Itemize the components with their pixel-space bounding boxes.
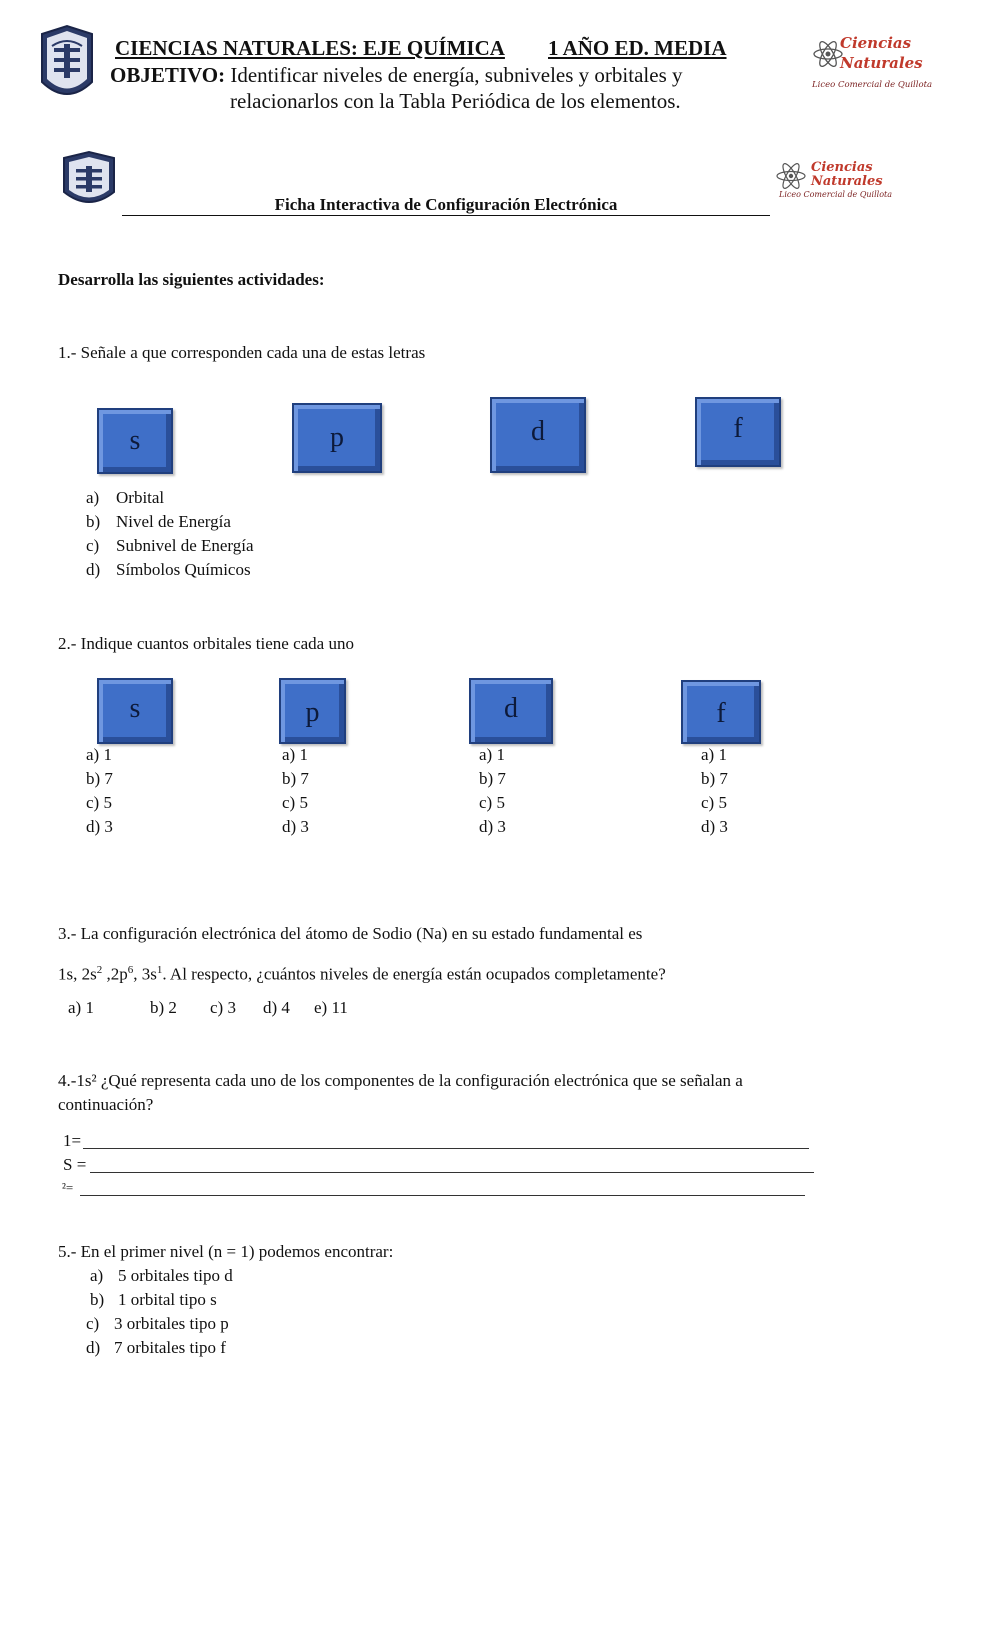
logo-line-3: Liceo Comercial de Quillota: [812, 80, 933, 90]
q3-option-c[interactable]: c) 3: [210, 998, 236, 1017]
q5-option-b[interactable]: [90, 1288, 217, 1312]
q2-f-option-d[interactable]: d) 3: [701, 817, 728, 836]
q3-option-d[interactable]: d) 4: [263, 998, 290, 1017]
q1-option-d[interactable]: [86, 558, 251, 582]
q1-option-letter: a): [86, 488, 100, 507]
q3-question-line-1: 3.- La configuración electrónica del átomo de Sodio (Na) en su estado fundamental es: [58, 924, 643, 943]
q5-option-c[interactable]: [86, 1312, 229, 1336]
q5-option-text: 7 orbitales tipo f: [114, 1338, 226, 1357]
q1-option-letter: b): [86, 512, 101, 531]
q3-option-e[interactable]: e) 11: [314, 998, 348, 1017]
q2-p-option-c[interactable]: c) 5: [282, 793, 308, 812]
q4-blank-label-2: ²=: [62, 1180, 74, 1195]
q2-d-option-d[interactable]: d) 3: [479, 817, 506, 836]
q2-d-option-b[interactable]: b) 7: [479, 769, 506, 788]
q4-question-line-1: 4.-1s² ¿Qué representa cada uno de los componentes de la configuración electrónica que se señalan a: [58, 1071, 743, 1090]
q1-box-d[interactable]: d: [490, 397, 586, 473]
q2-box-s[interactable]: s: [97, 678, 173, 744]
atom-icon: [775, 162, 807, 190]
q2-f-option-b[interactable]: b) 7: [701, 769, 728, 788]
objective-text-1: Identificar niveles de energía, subniveles y orbitales y: [230, 63, 683, 87]
q1-box-f[interactable]: f: [695, 397, 781, 467]
q3-sup-3s: 1: [156, 964, 163, 976]
logo-line-2: Naturales: [840, 54, 923, 72]
q3-option-a[interactable]: a) 1: [68, 998, 94, 1017]
q1-option-b[interactable]: [86, 510, 231, 534]
q3-sup-2p: 6: [127, 964, 134, 976]
q1-option-text: Nivel de Energía: [116, 512, 231, 531]
q4-answer-line-s[interactable]: [90, 1172, 814, 1173]
q5-option-letter: b): [90, 1290, 105, 1309]
q2-s-option-a[interactable]: a) 1: [86, 745, 112, 764]
q3-option-b[interactable]: b) 2: [150, 998, 177, 1017]
q5-option-letter: d): [86, 1338, 101, 1357]
q2-p-option-a[interactable]: a) 1: [282, 745, 308, 764]
logo-small-line-2: Naturales: [811, 174, 883, 189]
ficha-title-underline: [122, 195, 770, 216]
q4-question-line-2: continuación?: [58, 1095, 154, 1114]
q2-p-option-b[interactable]: b) 7: [282, 769, 309, 788]
q2-d-option-a[interactable]: a) 1: [479, 745, 505, 764]
q2-s-option-d[interactable]: d) 3: [86, 817, 113, 836]
q5-question: 5.- En el primer nivel (n = 1) podemos encontrar:: [58, 1242, 394, 1261]
q4-blank-label-s: S =: [63, 1155, 87, 1174]
q2-p-option-d[interactable]: d) 3: [282, 817, 309, 836]
q2-s-option-b[interactable]: b) 7: [86, 769, 113, 788]
q2-d-option-c[interactable]: c) 5: [479, 793, 505, 812]
objective-line-2: relacionarlos con la Tabla Periódica de los elementos.: [230, 89, 681, 113]
q2-question: 2.- Indique cuantos orbitales tiene cada uno: [58, 634, 354, 653]
q1-option-letter: d): [86, 560, 101, 579]
q1-option-text: Orbital: [116, 488, 165, 507]
q1-box-p[interactable]: p: [292, 403, 382, 473]
header-title-right: 1 AÑO ED. MEDIA: [548, 36, 727, 60]
q3-config-2s: 2s: [81, 964, 97, 984]
q1-option-letter: c): [86, 536, 100, 555]
q2-f-option-a[interactable]: a) 1: [701, 745, 727, 764]
q5-option-text: 3 orbitales tipo p: [114, 1314, 229, 1333]
school-crest-icon-small: [60, 150, 118, 210]
q3-question-rest: . Al respecto, ¿cuántos niveles de energía están ocupados completamente?: [162, 964, 666, 984]
q1-option-text: Símbolos Químicos: [116, 560, 251, 579]
q2-box-d[interactable]: d: [469, 678, 553, 744]
q2-box-p[interactable]: p: [279, 678, 346, 744]
ciencias-naturales-logo: [812, 34, 933, 102]
q1-option-a[interactable]: [86, 486, 164, 510]
q2-f-option-c[interactable]: c) 5: [701, 793, 727, 812]
logo-small-line-1: Ciencias: [811, 160, 873, 175]
q3-question-line-2: [58, 958, 666, 987]
q5-option-a[interactable]: [90, 1264, 233, 1288]
ciencias-naturales-logo-small: [775, 160, 905, 205]
intro-instructions: Desarrolla las siguientes actividades:: [58, 270, 325, 289]
q4-answer-line-1[interactable]: [83, 1148, 809, 1149]
q1-option-text: Subnivel de Energía: [116, 536, 254, 555]
q4-answer-line-2[interactable]: [80, 1195, 805, 1196]
school-crest-icon: [38, 24, 96, 104]
q5-option-d[interactable]: [86, 1336, 226, 1360]
q3-config-1s: 1s,: [58, 964, 78, 984]
q4-blank-label-1: 1=: [63, 1131, 82, 1150]
q1-box-s[interactable]: s: [97, 408, 173, 474]
q3-config-2p: ,2p: [106, 964, 128, 984]
logo-small-line-3: Liceo Comercial de Quillota: [779, 190, 893, 199]
logo-line-1: Ciencias: [840, 34, 912, 52]
ficha-title: Ficha Interactiva de Configuración Electrónica: [274, 195, 618, 214]
q2-s-option-c[interactable]: c) 5: [86, 793, 112, 812]
q5-option-text: 1 orbital tipo s: [118, 1290, 217, 1309]
q1-question: 1.- Señale a que corresponden cada una de estas letras: [58, 343, 426, 362]
q3-config-3s: , 3s: [133, 964, 157, 984]
q5-option-letter: a): [90, 1266, 104, 1285]
q5-option-text: 5 orbitales tipo d: [118, 1266, 233, 1285]
q3-sup-2s: 2: [96, 964, 103, 976]
q5-option-letter: c): [86, 1314, 100, 1333]
header-title-left: CIENCIAS NATURALES: EJE QUÍMICA: [115, 36, 505, 60]
objective-line-1: [110, 62, 683, 89]
objective-label: OBJETIVO:: [110, 63, 226, 87]
q2-box-f[interactable]: f: [681, 680, 761, 744]
q1-option-c[interactable]: [86, 534, 254, 558]
